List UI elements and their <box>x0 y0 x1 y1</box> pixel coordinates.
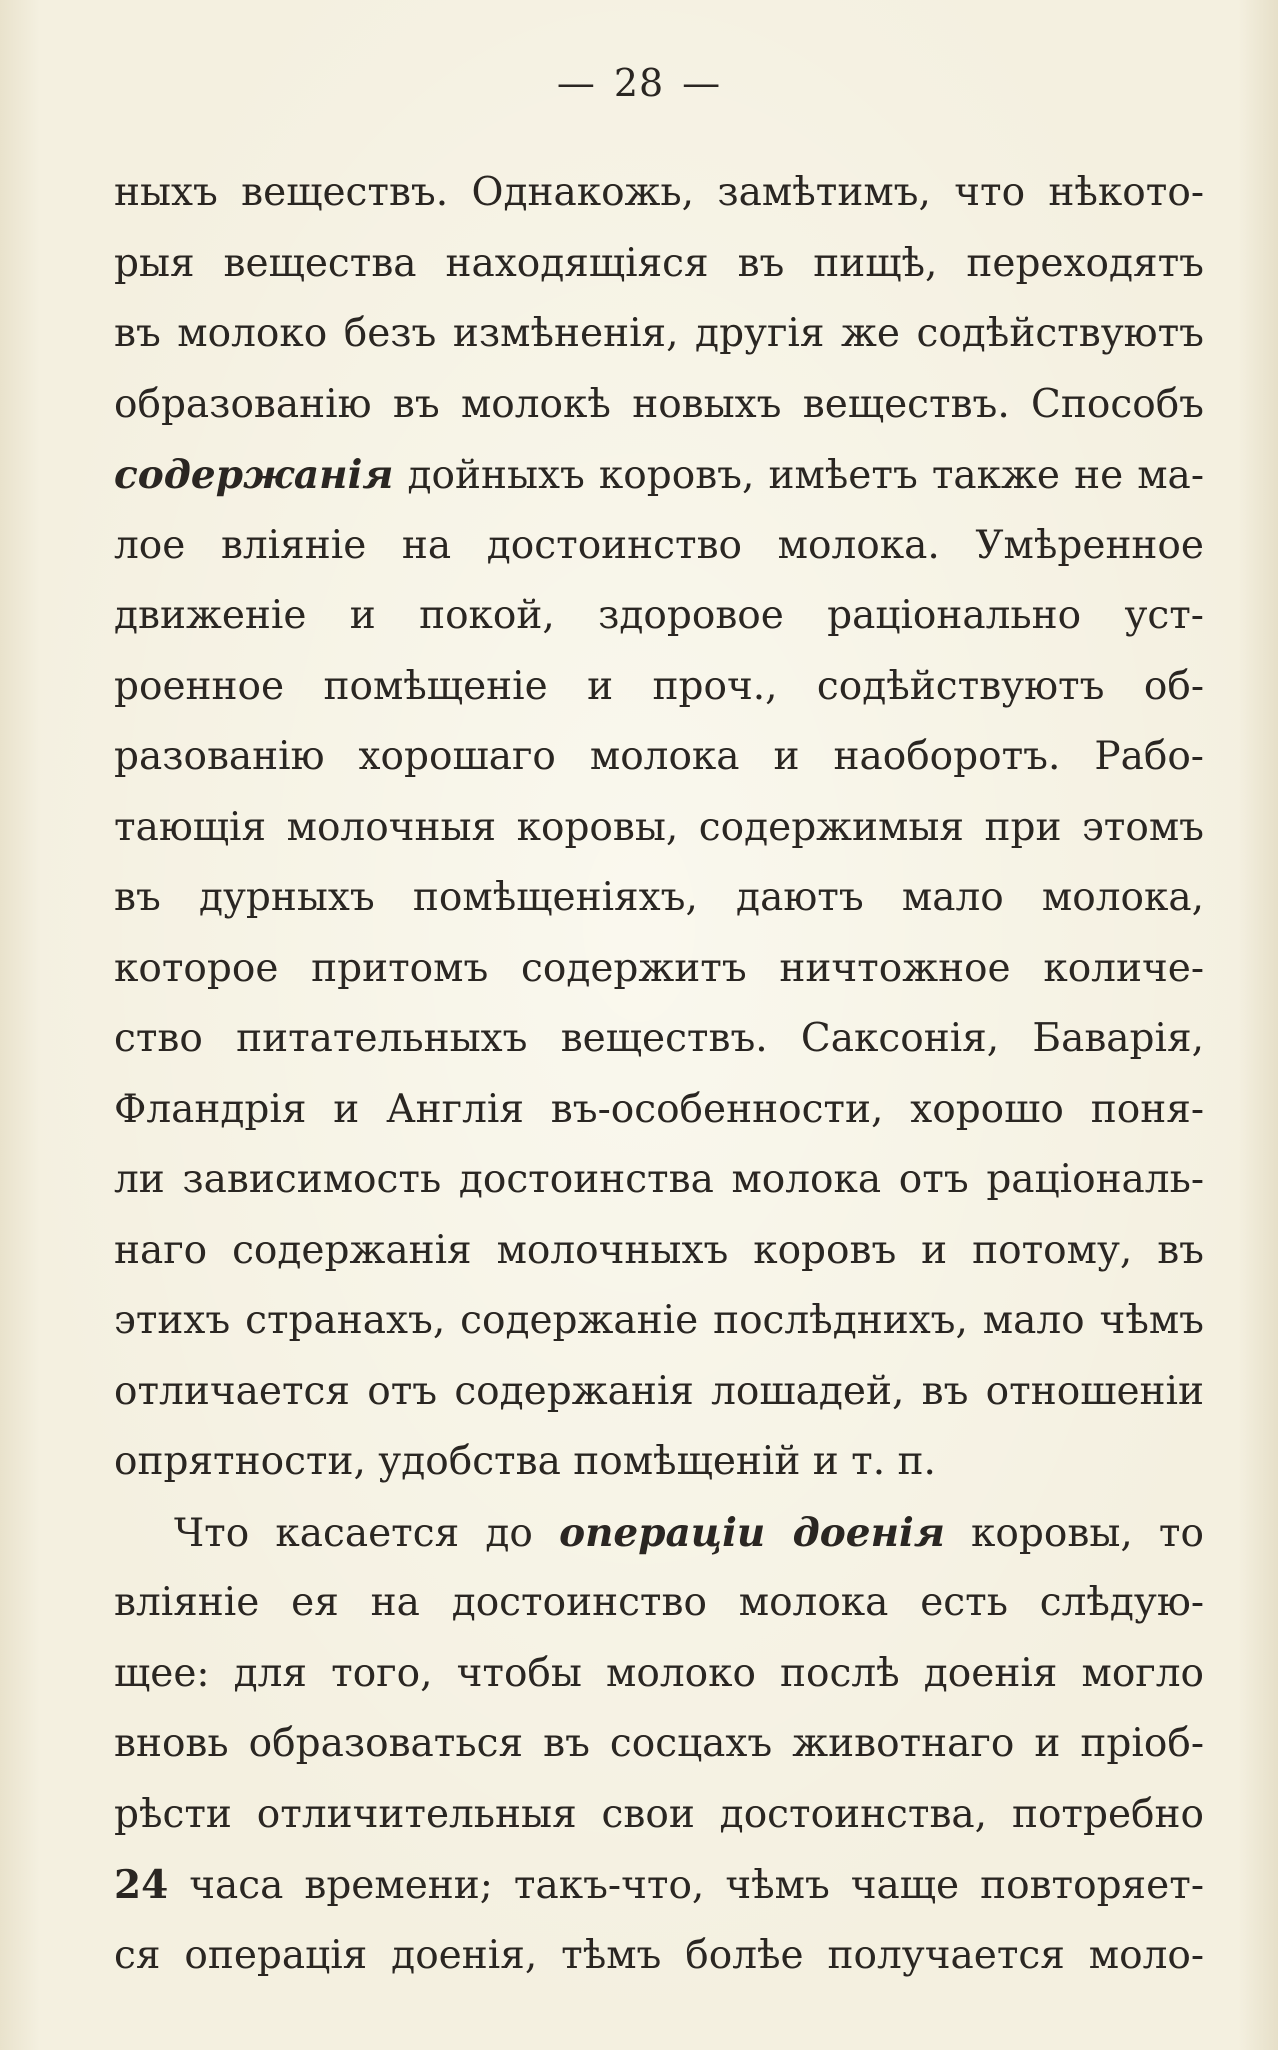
text-line <box>114 1498 1204 1569</box>
body-text <box>114 158 1204 1991</box>
text-line: ство питательныхъ веществъ. Саксонія, Баварія, <box>114 1016 1204 1061</box>
text-line: этихъ странахъ, содержаніе послѣднихъ, мало чѣмъ <box>114 1298 1204 1343</box>
text-line: наго содержанія молочныхъ коровъ и потому, въ <box>114 1227 1204 1273</box>
text-line: щее: для того, чтобы молоко послѣ доенія могло <box>114 1650 1204 1696</box>
text-line: ныхъ веществъ. Однакожь, замѣтимъ, что нѣкото- <box>114 170 1204 215</box>
text-line: въ дурныхъ помѣщеніяхъ, даютъ мало молока, <box>114 875 1204 920</box>
text-line: вліяніе ея на достоинство молока есть слѣдую- <box>114 1580 1204 1625</box>
paragraph-1 <box>114 158 1204 1498</box>
text-line: ся операція доенія, тѣмъ болѣе получается моло- <box>114 1932 1204 1978</box>
paragraph-2 <box>114 1498 1204 1992</box>
line-start: Что касается до <box>174 1510 560 1556</box>
text-line: лое вліяніе на достоинство молока. Умѣренное <box>114 522 1204 568</box>
text-line: разованію хорошаго молока и наоборотъ. Рабо- <box>114 734 1204 779</box>
line-rest: дойныхъ коровъ, имѣетъ также не ма- <box>393 453 1204 498</box>
bold-number: 24 <box>114 1862 169 1908</box>
text-line <box>114 440 1204 511</box>
page-number <box>0 58 1278 108</box>
text-line: Фландрія и Англія въ-особенности, хорошо поня- <box>114 1086 1204 1132</box>
text-line: опрятности, удобства помѣщеній и т. п. <box>114 1439 936 1484</box>
text-line: отличается отъ содержанія лошадей, въ отношеніи <box>114 1368 1204 1414</box>
text-line: которое притомъ содержитъ ничтожное количе- <box>114 945 1204 991</box>
text-line: рыя вещества находящіяся въ пищѣ, переходятъ <box>114 240 1204 286</box>
text-line: образованію въ молокѣ новыхъ веществъ. Способъ <box>114 381 1204 427</box>
emphasized-term: операціи доенія <box>559 1509 945 1556</box>
text-line <box>114 1850 1204 1921</box>
text-line: движеніе и покой, здоровое раціонально уст- <box>114 593 1204 638</box>
text-line: ли зависимость достоинства молока отъ раціональ- <box>114 1157 1204 1202</box>
text-line: роенное помѣщеніе и проч., содѣйствуютъ об- <box>114 663 1204 709</box>
text-line: вновь образоваться въ сосцахъ животнаго и пріоб- <box>114 1721 1204 1766</box>
line-rest: коровы, то <box>944 1510 1204 1556</box>
line-rest: часа времени; такъ-что, чѣмъ чаще повторяет- <box>168 1863 1204 1908</box>
emphasized-term: содержанія <box>114 452 394 498</box>
text-line: тающія молочныя коровы, содержимыя при этомъ <box>114 804 1204 850</box>
page-number-dash-left: — <box>556 61 596 105</box>
text-line: въ молоко безъ измѣненія, другія же содѣйствуютъ <box>114 311 1204 356</box>
text-line: рѣсти отличительныя свои достоинства, потребно <box>114 1791 1204 1837</box>
page-number-value: 28 <box>613 61 665 105</box>
page-number-dash-right: — <box>682 61 722 105</box>
